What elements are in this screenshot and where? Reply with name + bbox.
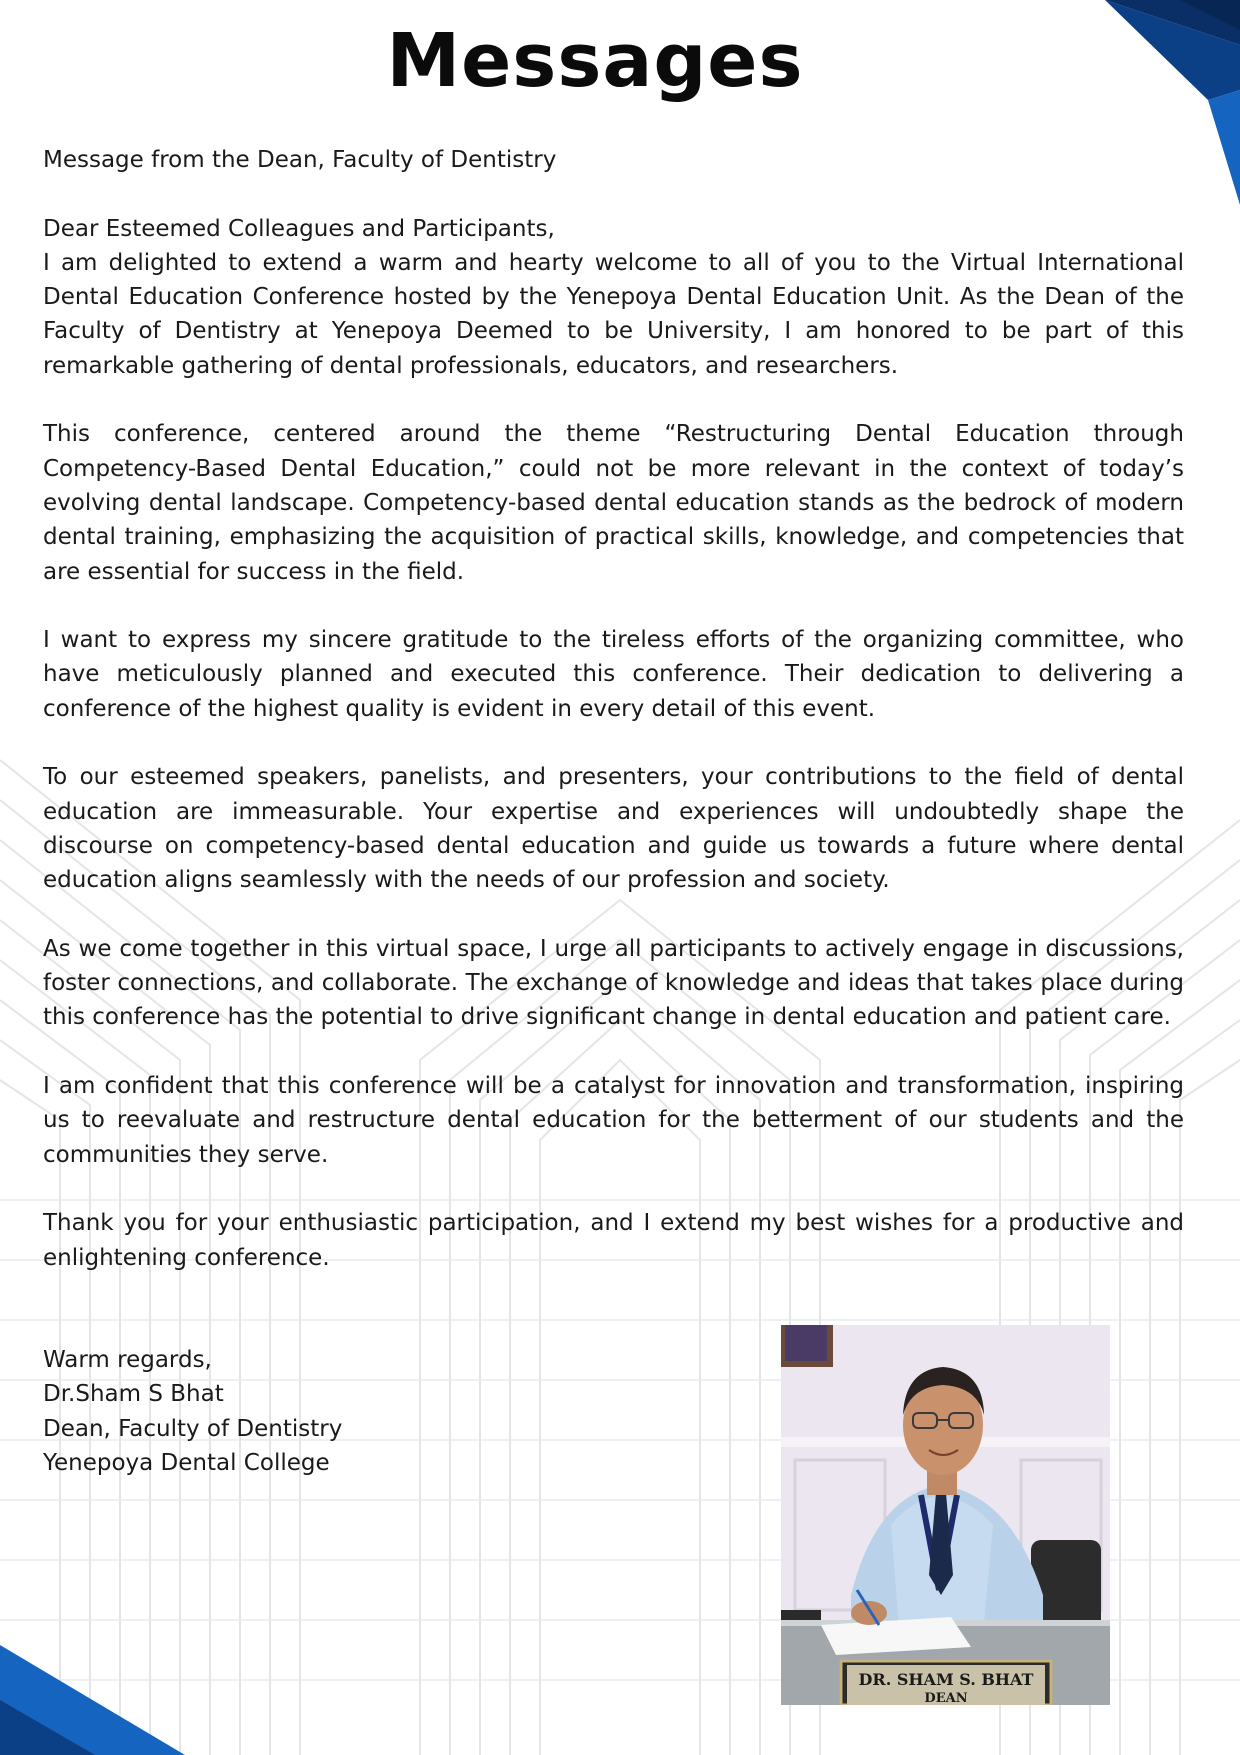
message-body (43, 143, 1184, 1309)
paragraph-welcome: I am delighted to extend a warm and hearty welcome to all of you to the Virtual International Dental Education Conference hosted by the Yenepoya Dental Education Unit. As the Dean of the Faculty of Dentistry at Yenepoya Deemed to be University, I am honored to be part of this remarkable gathering of dental professionals, educators, and researchers. (43, 249, 1184, 379)
dean-photo (781, 1325, 1110, 1705)
nameplate-title: DEAN (924, 1691, 968, 1705)
salutation: Dear Esteemed Colleagues and Participants, (43, 215, 555, 242)
paragraph-engagement: As we come together in this virtual space, I urge all participants to actively engage in discussions, foster connections, and collaborate. The exchange of knowledge and ideas that takes place during this conference has the potential to drive significant change in dental education and patient care. (43, 935, 1184, 1031)
message-header-line: Message from the Dean, Faculty of Dentistry (43, 147, 557, 173)
signature-block (43, 1343, 342, 1480)
signatory-position: Dean, Faculty of Dentistry (43, 1415, 343, 1442)
paragraph-thanks: Thank you for your enthusiastic participation, and I extend my best wishes for a productive and enlightening conference. (43, 1210, 1184, 1271)
paragraph-theme: This conference, centered around the theme “Restructuring Dental Education through Competency-Based Dental Education,” could not be more relevant in the context of today’s evolving dental landscape. Competency-based dental education stands as the bedrock of modern dental training, emphasizing the acquisition of practical skills, knowledge, and competencies that are essential for success in the field. (43, 421, 1184, 585)
paragraph-gratitude: I want to express my sincere gratitude to the tireless efforts of the organizing committee, who have meticulously planned and executed this conference. Their dedication to delivering a conference of the highest quality is evident in every detail of this event. (43, 627, 1184, 722)
nameplate-name: DR. SHAM S. BHAT (858, 1670, 1034, 1689)
page-title: Messages (386, 18, 804, 104)
signatory-institution: Yenepoya Dental College (43, 1449, 330, 1476)
closing-regards: Warm regards, (43, 1347, 212, 1373)
paragraph-confidence: I am confident that this conference will be a catalyst for innovation and transformation, inspiring us to reevaluate and restructure dental education for the betterment of our students and the communities they serve. (43, 1073, 1184, 1168)
dean-portrait-illustration (781, 1325, 1110, 1705)
signatory-name: Dr.Sham S Bhat (43, 1381, 224, 1408)
paragraph-speakers: To our esteemed speakers, panelists, and presenters, your contributions to the field of dental education are immeasurable. Your expertise and experiences will undoubtedly shape the discourse on competency-based dental education and guide us towards a future where dental education aligns seamlessly with the needs of our profession and society. (43, 764, 1184, 894)
